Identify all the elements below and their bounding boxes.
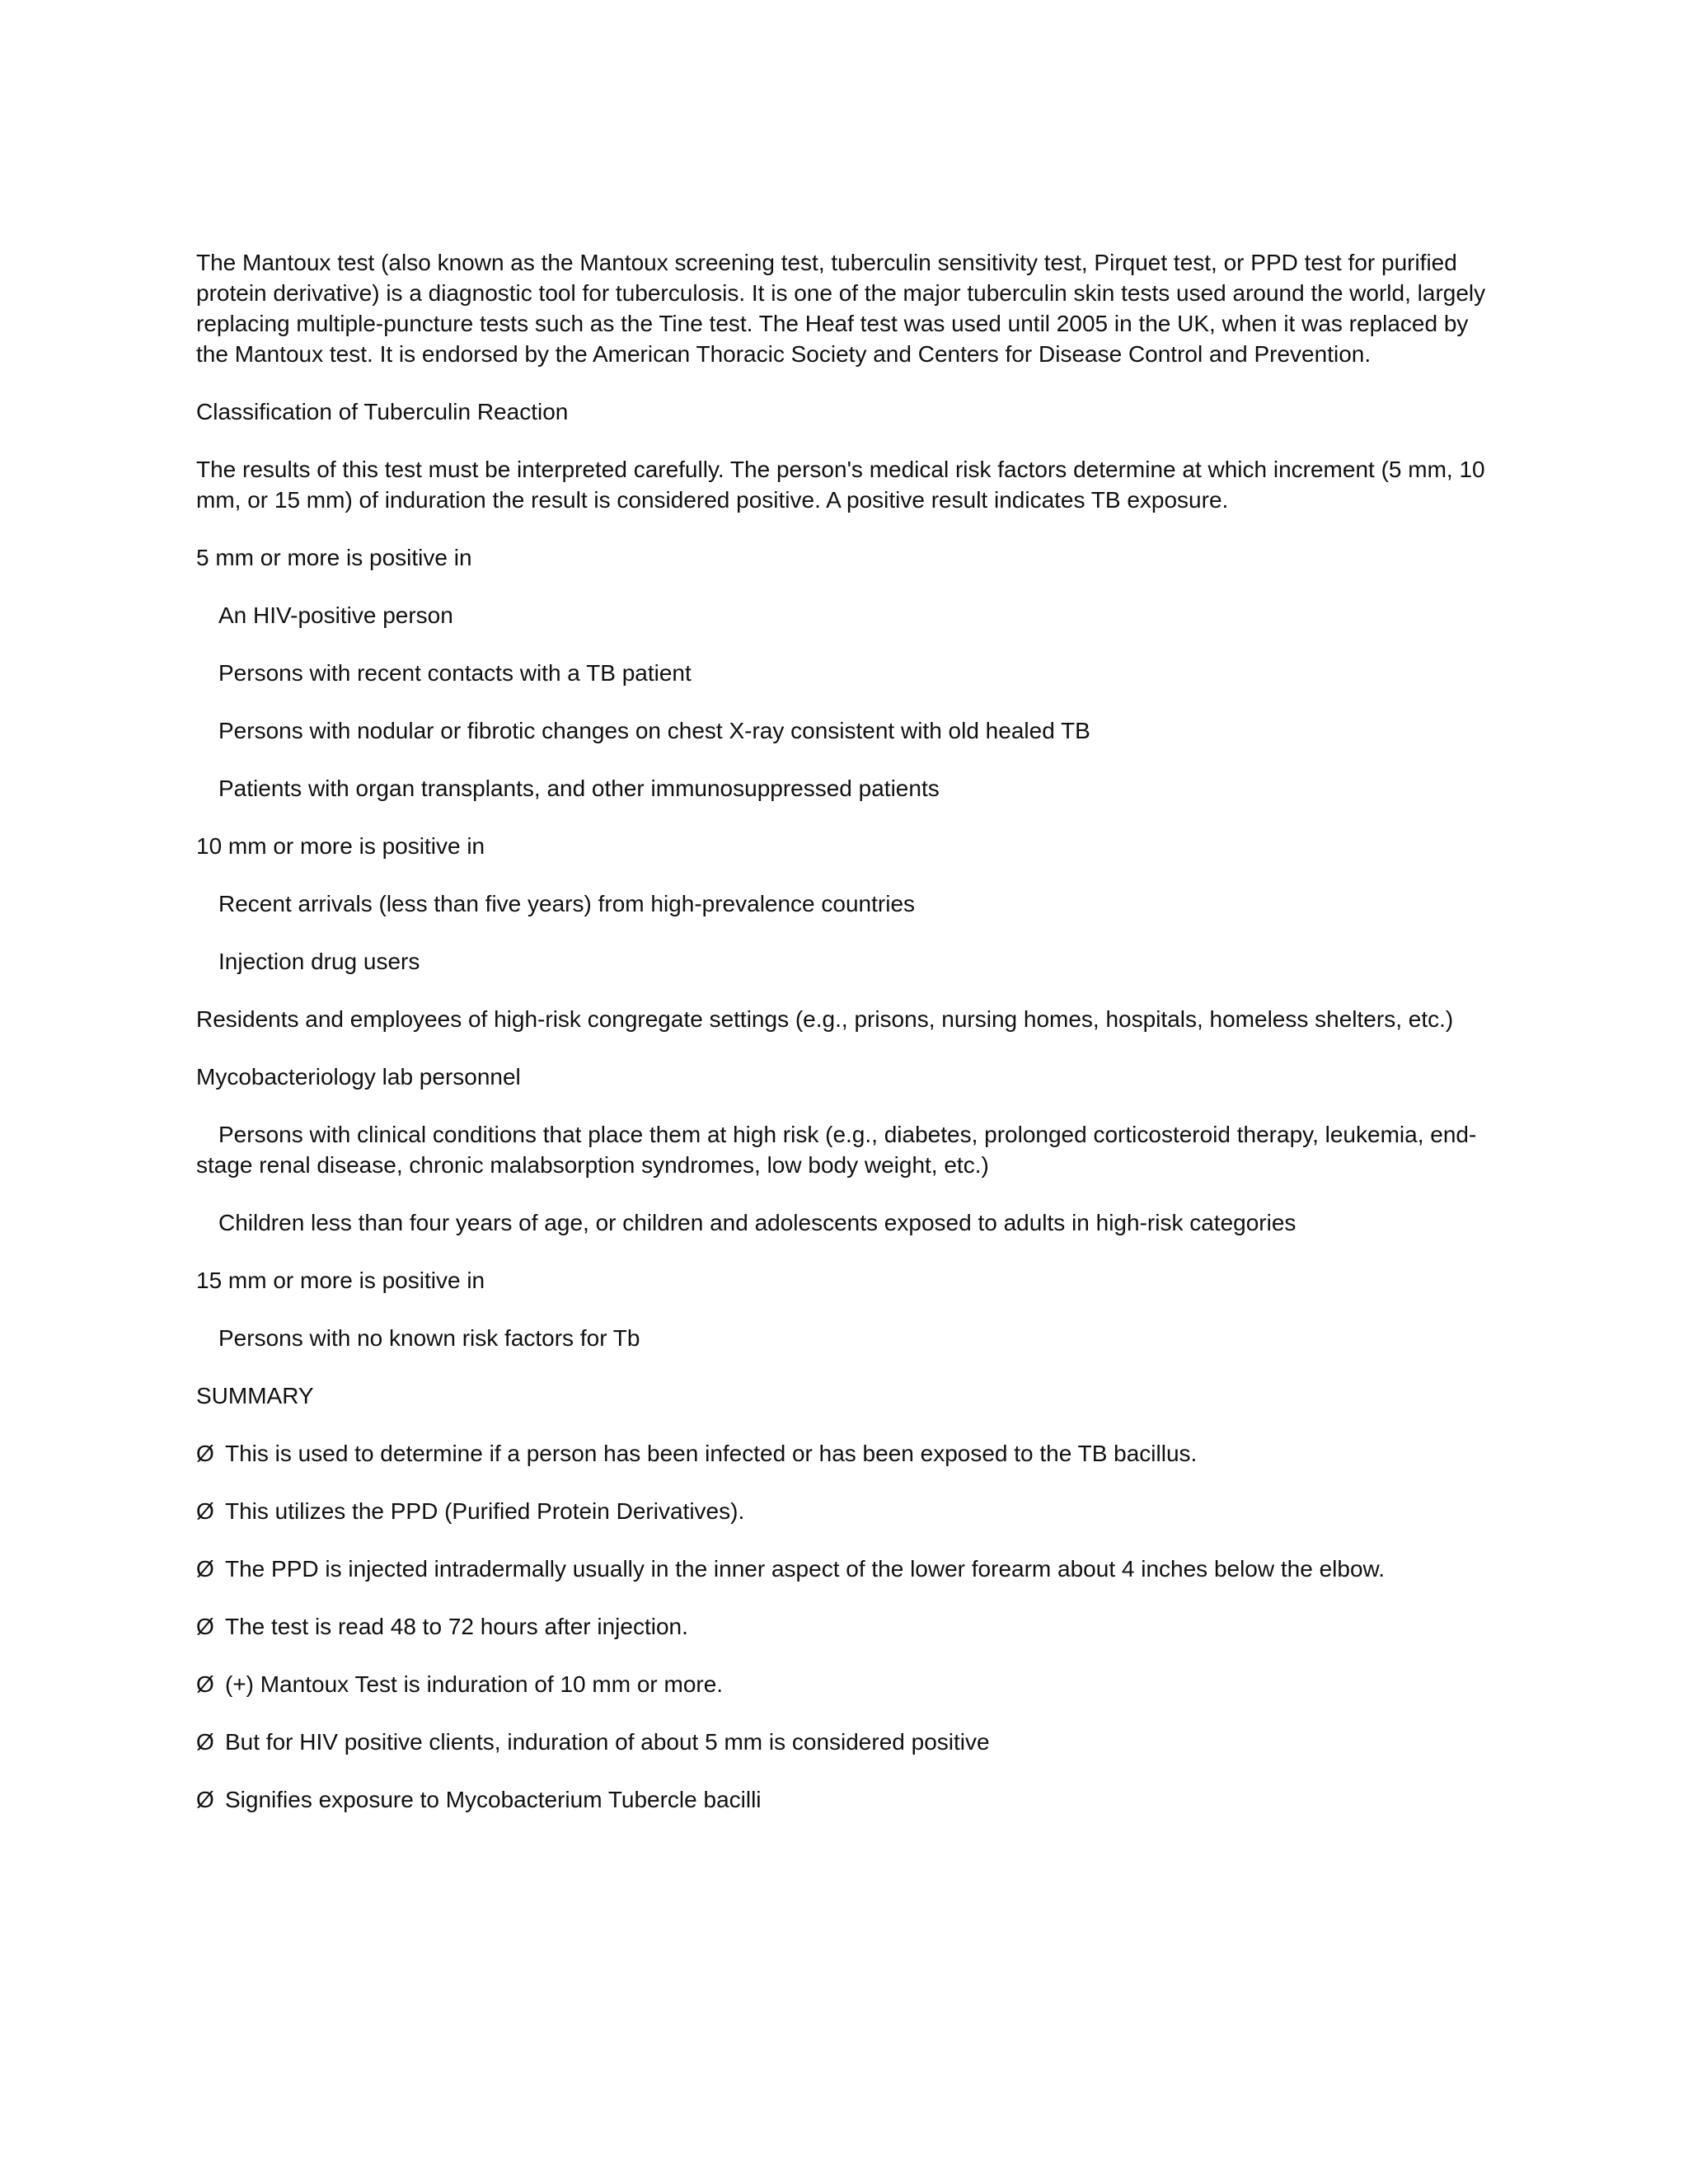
group-5mm-item: Patients with organ transplants, and other immunosuppressed patients xyxy=(218,776,940,801)
summary-bullet-item xyxy=(196,1496,1498,1526)
summary-item-text: (+) Mantoux Test is induration of 10 mm or more. xyxy=(225,1671,724,1697)
classification-heading: Classification of Tuberculin Reaction xyxy=(196,399,569,424)
group-10mm-item: Recent arrivals (less than five years) from high-prevalence countries xyxy=(218,891,916,916)
bullet-symbol-icon: Ø xyxy=(196,1614,214,1639)
summary-bullet-item xyxy=(196,1554,1498,1584)
group-5mm-heading: 5 mm or more is positive in xyxy=(196,545,472,570)
bullet-symbol-icon: Ø xyxy=(196,1441,214,1466)
group-10mm-item: Residents and employees of high-risk congregate settings (e.g., prisons, nursing homes, hospitals, homeless shelters, etc.) xyxy=(196,1006,1454,1032)
group-10mm-item: Injection drug users xyxy=(218,949,420,974)
group-5mm-item: Persons with nodular or fibrotic changes on chest X-ray consistent with old healed TB xyxy=(218,718,1090,743)
document-page xyxy=(196,247,1498,1842)
group-15mm-item: Persons with no known risk factors for Tb xyxy=(218,1325,640,1351)
summary-bullet-item xyxy=(196,1438,1498,1469)
bullet-symbol-icon: Ø xyxy=(196,1787,214,1812)
bullet-symbol-icon: Ø xyxy=(196,1671,214,1697)
summary-bullet-item xyxy=(196,1784,1498,1815)
group-5mm-item: Persons with recent contacts with a TB patient xyxy=(218,660,692,686)
results-paragraph: The results of this test must be interpreted carefully. The person's medical risk factors determine at which increment (5 mm, 10 mm, or 15 mm) of induration the result is considered positive. A positive result indicates TB exposure. xyxy=(196,457,1485,513)
summary-heading: SUMMARY xyxy=(196,1383,314,1408)
group-10mm-heading: 10 mm or more is positive in xyxy=(196,833,485,859)
group-15mm-heading: 15 mm or more is positive in xyxy=(196,1268,485,1293)
summary-bullet-item xyxy=(196,1669,1498,1699)
summary-bullet-item xyxy=(196,1611,1498,1642)
bullet-symbol-icon: Ø xyxy=(196,1556,214,1582)
summary-item-text: This utilizes the PPD (Purified Protein Derivatives). xyxy=(225,1498,745,1524)
bullet-symbol-icon: Ø xyxy=(196,1729,214,1755)
summary-item-text: The test is read 48 to 72 hours after injection. xyxy=(225,1614,688,1639)
summary-item-text: But for HIV positive clients, induration of about 5 mm is considered positive xyxy=(225,1729,990,1755)
summary-item-text: Signifies exposure to Mycobacterium Tubercle bacilli xyxy=(225,1787,762,1812)
group-5mm-item: An HIV-positive person xyxy=(218,602,453,628)
summary-item-text: The PPD is injected intradermally usually in the inner aspect of the lower forearm about 4 inches below the elbow. xyxy=(225,1556,1385,1582)
summary-bullet-item xyxy=(196,1727,1498,1757)
group-10mm-item: Mycobacteriology lab personnel xyxy=(196,1064,521,1090)
bullet-symbol-icon: Ø xyxy=(196,1498,214,1524)
summary-item-text: This is used to determine if a person has been infected or has been exposed to the TB bacillus. xyxy=(225,1441,1198,1466)
group-10mm-item: Persons with clinical conditions that place them at high risk (e.g., diabetes, prolonged corticosteroid therapy, leukemia, end-stage renal disease, chronic malabsorption syndromes, low body weight, etc.) xyxy=(196,1122,1477,1178)
group-10mm-item: Children less than four years of age, or children and adolescents exposed to adults in high-risk categories xyxy=(218,1210,1296,1235)
intro-paragraph: The Mantoux test (also known as the Mantoux screening test, tuberculin sensitivity test, Pirquet test, or PPD test for purified protein derivative) is a diagnostic tool for tuberculosis. It is one of the major tuberculin skin tests used around the world, largely replacing multiple-puncture tests such as the Tine test. The Heaf test was used until 2005 in the UK, when it was replaced by the Mantoux test. It is endorsed by the American Thoracic Society and Centers for Disease Control and Prevention. xyxy=(196,250,1486,367)
